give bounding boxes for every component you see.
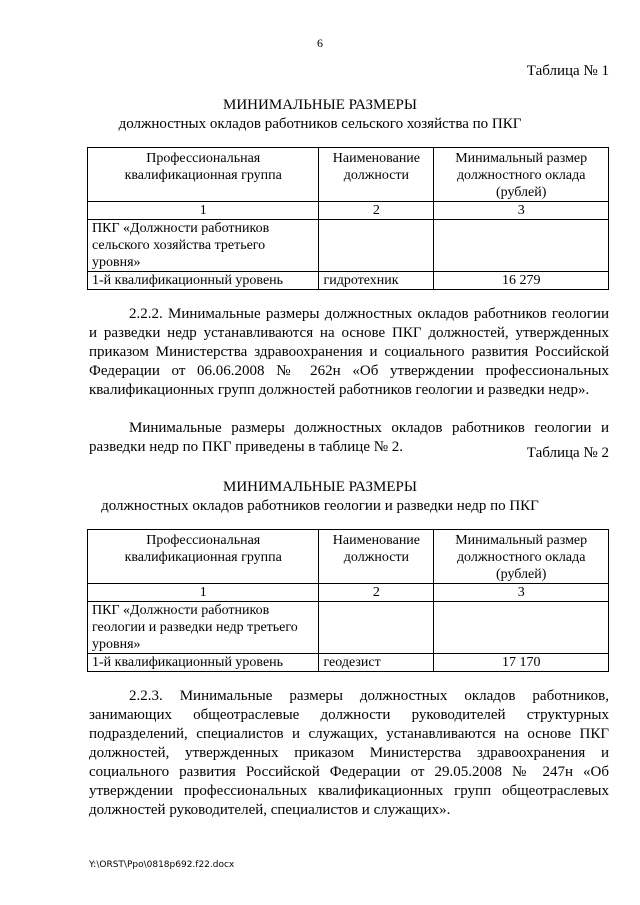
number-cell: 3 [434,584,609,602]
table-2 [87,529,609,672]
header-cell: Профессиональная квалификационная группа [88,530,319,584]
table-2-title: МИНИМАЛЬНЫЕ РАЗМЕРЫ [223,479,417,495]
empty-cell [434,602,609,654]
number-cell: 2 [319,584,434,602]
salary-cell: 16 279 [434,272,609,290]
paragraph-2-2-2: 2.2.2. Минимальные размеры должностных окладов работников геологии и разведки недр устанавливаются на основе ПКГ должностей, утвержденных приказом Министерства здравоохранения и социального развития Российской Федерации от 06.06.2008 № 262н «Об утверждении профессиональных квалификационных групп должностей работников геологии и разведки недр». [89,306,609,398]
header-cell: Профессиональная квалификационная группа [88,148,319,202]
table-row [88,602,609,654]
page-number: 6 [317,36,323,50]
table-1-label: Таблица № 1 [526,63,609,79]
header-cell: Наименование должности [319,148,434,202]
group-cell: ПКГ «Должности работников сельского хозяйства третьего уровня» [88,220,319,272]
table-row [88,654,609,672]
header-cell: Минимальный размер должностного оклада (рублей) [434,148,609,202]
level-cell: 1-й квалификационный уровень [88,654,319,672]
number-cell: 1 [88,584,319,602]
empty-cell [434,220,609,272]
table-row [88,220,609,272]
number-cell: 3 [434,202,609,220]
table-2-subtitle: должностных окладов работников геологии и разведки недр по ПКГ [101,498,539,514]
position-cell: гидротехник [319,272,434,290]
position-cell: геодезист [319,654,434,672]
number-cell: 1 [88,202,319,220]
footer-file-path: Y:\ORST\Ppo\0818p692.f22.docx [89,860,235,870]
paragraph-table-2-ref: Минимальные размеры должностных окладов работников геологии и разведки недр по ПКГ приведены в таблице № 2. [89,420,609,455]
empty-cell [319,602,434,654]
header-cell: Наименование должности [319,530,434,584]
number-cell: 2 [319,202,434,220]
table-header-row [88,530,609,584]
table-row [88,272,609,290]
table-2-label: Таблица № 2 [526,445,609,461]
table-1-title: МИНИМАЛЬНЫЕ РАЗМЕРЫ [223,97,417,113]
header-cell: Минимальный размер должностного оклада (рублей) [434,530,609,584]
table-1 [87,147,609,290]
table-header-row [88,148,609,202]
table-1-subtitle: должностных окладов работников сельского хозяйства по ПКГ [118,116,522,132]
paragraph-2-2-3: 2.2.3. Минимальные размеры должностных окладов работников, занимающих общеотраслевые должности руководителей структурных подразделений, специалистов и служащих, устанавливаются на основе ПКГ должностей, утвержденных приказом Министерства здравоохранения и социального развития Российской Федерации от 29.05.2008 № 247н «Об утверждении профессиональных квалификационных групп общеотраслевых должностей руководителей, специалистов и служащих». [89,688,609,818]
table-number-row [88,584,609,602]
group-cell: ПКГ «Должности работников геологии и разведки недр третьего уровня» [88,602,319,654]
empty-cell [319,220,434,272]
salary-cell: 17 170 [434,654,609,672]
level-cell: 1-й квалификационный уровень [88,272,319,290]
table-number-row [88,202,609,220]
